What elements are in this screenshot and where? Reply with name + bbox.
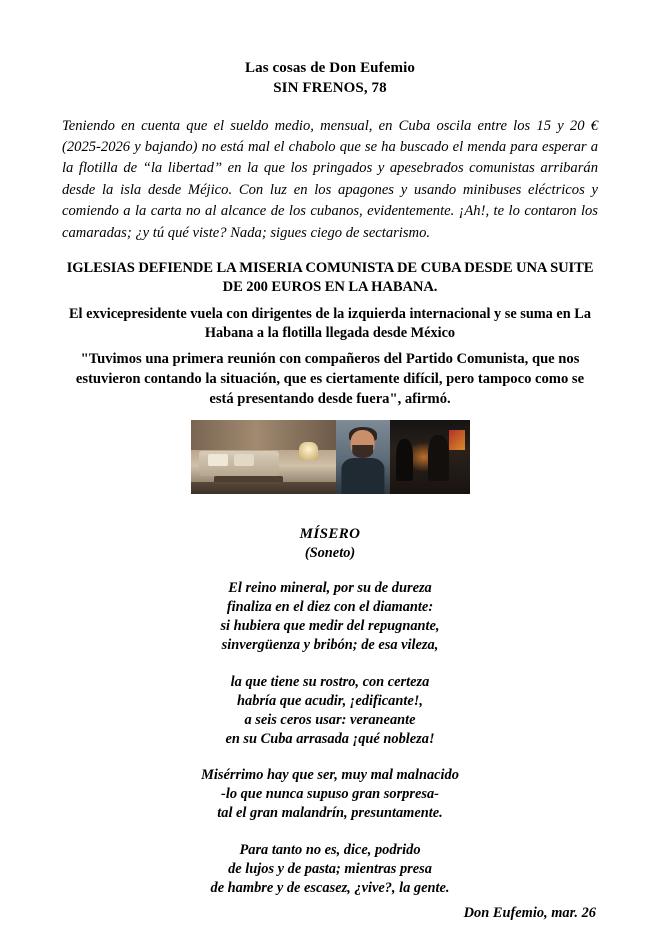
poem-line: El reino mineral, por su de dureza	[228, 579, 432, 596]
poem-line: de lujos y de pasta; mientras presa	[228, 860, 432, 877]
photo-row	[62, 420, 598, 494]
hotel-suite-photo	[191, 420, 336, 494]
photo-detail-figure	[428, 435, 449, 481]
poem-line: si hubiera que medir del repugnante,	[220, 618, 440, 635]
poem-line: la que tiene su rostro, con certeza	[230, 673, 430, 690]
issue-title: SIN FRENOS, 78	[273, 80, 387, 97]
poem-title: MÍSERO	[299, 525, 361, 542]
photo-detail-flag	[449, 430, 465, 449]
poem-subtitle: (Soneto)	[304, 544, 356, 561]
poem-line: finaliza en el diez con el diamante:	[226, 599, 434, 616]
photo-detail-cushion	[208, 454, 228, 466]
author-signature: Don Eufemio, mar. 26	[463, 905, 596, 922]
photo-detail-figure	[396, 439, 414, 480]
column-title: Las cosas de Don Eufemio	[245, 60, 415, 76]
intro-paragraph: Teniendo en cuenta que el sueldo medio, mensual, en Cuba oscila entre los 15 y 20 € (2025-2026 y bajando) no está mal el chabolo que se ha buscado el menda para esperar a la flotilla de “la libertad” en la que los pringados y apesebrados comunistas arribarán desde la isla desde Méjico. Con luz en los apagones y usando minibuses eléctricos y comiendo a la carta no al alcance de los cubanos, evidentemente. ¡Ah!, te lo contaron los camaradas; ¿y tú qué viste? Nada; sigues ciego de sectarismo.	[62, 117, 598, 241]
poem-line: sinvergüenza y bribón; de esa vileza,	[221, 637, 439, 654]
poem-stanza	[62, 766, 598, 823]
night-scene-photo	[390, 420, 470, 494]
poem-stanza	[62, 579, 598, 656]
poem-line: de hambre y de escasez, ¿vive?, la gente.	[210, 879, 450, 896]
poem-line: -lo que nunca supuso gran sorpresa-	[221, 786, 439, 803]
poem-stanza	[62, 673, 598, 750]
article-subheadline: El exvicepresidente vuela con dirigentes de la izquierda internacional y se suma en La Habana a la flotilla llegada desde México	[69, 305, 591, 341]
photo-detail-floor	[191, 482, 336, 494]
portrait-photo	[336, 420, 390, 494]
photo-detail-torso	[341, 458, 384, 494]
article-headline: IGLESIAS DEFIENDE LA MISERIA COMUNISTA DE CUBA DESDE UNA SUITE DE 200 EUROS EN LA HABANA.	[66, 259, 594, 296]
poem-line: Misérrimo hay que ser, muy mal malnacido	[201, 767, 459, 784]
photo-detail-beard	[352, 445, 374, 458]
poem-line: en su Cuba arrasada ¡qué nobleza!	[225, 731, 435, 747]
poem-line: a seis ceros usar: veraneante	[244, 711, 416, 728]
photo-detail-lamp	[299, 442, 318, 460]
poem-stanza	[62, 841, 598, 898]
document-header	[62, 58, 598, 99]
article-quote: "Tuvimos una primera reunión con compañeros del Partido Comunista, que nos estuvieron contando la situación, que es ciertamente difícil, pero tampoco como se está presentando desde fuera", afirmó.	[75, 350, 585, 407]
poem-line: habría que acudir, ¡edificante!,	[237, 692, 423, 709]
poem-line: Para tanto no es, dice, podrido	[239, 841, 421, 858]
photo-detail-cushion	[234, 454, 254, 466]
poem-line: tal el gran malandrín, presuntamente.	[217, 805, 443, 822]
